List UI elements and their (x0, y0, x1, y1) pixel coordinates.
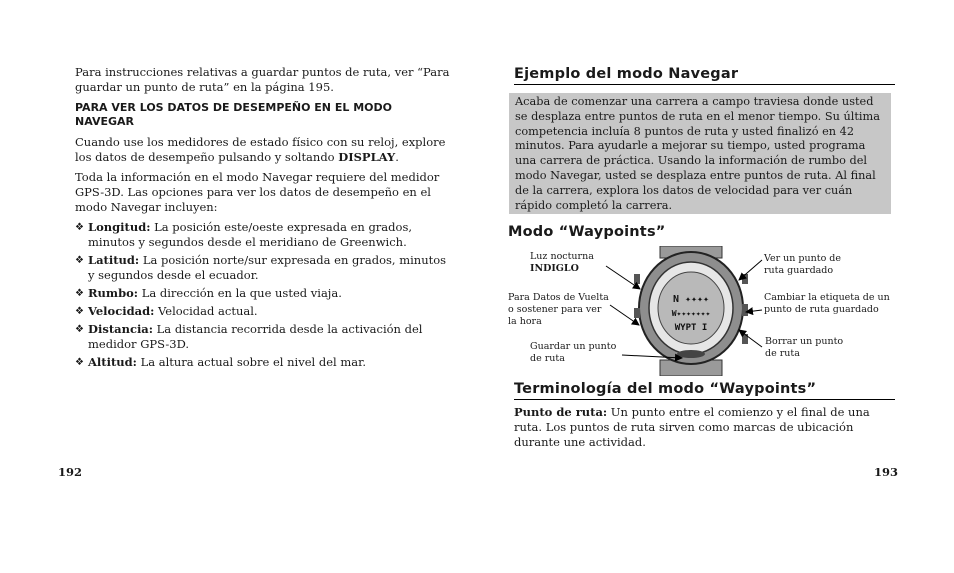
watch-face (658, 272, 724, 344)
list-item-term: Longitud: (88, 220, 151, 234)
list-item-term: Latitud: (88, 253, 140, 267)
definition-text: Un punto entre el comienzo y el final de una ruta. Los puntos de ruta sirven como marcas de ubicación durante une actividad. (514, 405, 870, 449)
callout-line: Borrar un punto (765, 336, 844, 347)
list-item-text: La dirección en la que usted viaja. (138, 286, 342, 300)
waypoints-mode-title: Modo “Waypoints” (508, 224, 666, 240)
save-callout (530, 341, 616, 365)
list-item-text: La posición este/oeste expresada en grados, minutos y segundos desde el meridiano de Greenwich. (88, 220, 413, 249)
bullet-icon: ❖ (75, 255, 84, 266)
change-arrow (746, 310, 762, 312)
callout-line: punto de ruta guardado (764, 304, 879, 315)
indiglo-callout (530, 251, 594, 275)
list-item-text: La posición norte/sur expresada en grados, minutos y segundos desde el ecuador. (88, 253, 447, 282)
display-paragraph-text: Cuando use los medidores de estado físico con su reloj, explore los datos de desempeño pulsando y soltando (75, 135, 446, 164)
list-item-text: La distancia recorrida desde la activación del medidor GPS-3D. (88, 322, 423, 351)
callout-line: o sostener para ver (508, 304, 602, 315)
change-button (742, 304, 748, 316)
list-item-term: Rumbo: (88, 286, 139, 300)
list-item (75, 304, 450, 319)
bullet-icon: ❖ (75, 324, 84, 335)
callout-line: de ruta (530, 353, 565, 364)
list-item-text: La altura actual sobre el nivel del mar. (136, 355, 366, 369)
list-item-text: Velocidad actual. (154, 304, 258, 318)
bullet-icon: ❖ (75, 288, 84, 299)
callout-line: Luz nocturna (530, 251, 594, 262)
change-callout (764, 292, 890, 316)
gps-paragraph: Toda la información en el modo Navegar requiere del medidor GPS-3D. Las opciones para ver los datos de desempeño en el modo Navegar incluyen: (75, 170, 440, 214)
callout-line: Cambiar la etiqueta de un (764, 292, 890, 303)
bullet-icon: ❖ (75, 222, 84, 233)
display-paragraph (75, 135, 450, 165)
navigate-example-title: Ejemplo del modo Navegar (514, 65, 895, 85)
options-list (75, 220, 450, 370)
lap-button (634, 308, 640, 318)
view-callout (764, 253, 841, 277)
list-item (75, 220, 450, 250)
waypoints-terminology-title: Terminología del modo “Waypoints” (514, 380, 895, 400)
display-button-name: DISPLAY (338, 150, 396, 164)
display-paragraph-end: . (395, 150, 399, 164)
lap-callout (508, 292, 609, 328)
definition-term: Punto de ruta: (514, 405, 608, 419)
list-item (75, 355, 450, 370)
view-button (742, 274, 748, 284)
right-page-number: 193 (874, 465, 899, 479)
list-item-term: Distancia: (88, 322, 154, 336)
left-page-body (75, 65, 450, 373)
indiglo-button (634, 274, 640, 284)
display-line-1: N ✦✦✦✦ (672, 294, 710, 305)
display-line-3: WYPT I (674, 323, 708, 333)
bullet-icon: ❖ (75, 357, 84, 368)
intro-paragraph: Para instrucciones relativas a guardar puntos de ruta, ver “Para guardar un punto de ruta” en la página 195. (75, 65, 450, 94)
example-text: Acaba de comenzar una carrera a campo traviesa donde usted se desplaza entre puntos de ruta en el menor tiempo. Su última competencia incluía 8 puntos de ruta y usted finalizó en 42 minutos. Para ayudarle a mejorar su tiempo, usted programa una carrera de práctica. Usando la información de rumbo del modo Navegar, usted se desplaza entre puntos de ruta. Al final de la carrera, explora los datos de velocidad para ver cuán rápido completó la carrera. (515, 95, 880, 212)
callout-line: ruta guardado (764, 265, 834, 276)
callout-line: la hora (508, 316, 542, 327)
callout-line: Para Datos de Vuelta (508, 292, 609, 303)
list-item (75, 253, 450, 283)
callout-line: de ruta (765, 348, 800, 359)
list-item (75, 286, 450, 301)
list-item-term: Velocidad: (88, 304, 155, 318)
performance-subheading: PARA VER LOS DATOS DE DESEMPEÑO EN EL MODO NAVEGAR (75, 101, 392, 128)
delete-callout (765, 336, 843, 360)
list-item (75, 322, 450, 352)
save-button (677, 350, 705, 358)
callout-line: Ver un punto de (764, 253, 842, 264)
waypoint-definition (514, 405, 898, 450)
display-line-2: W✦✦✦✦✦✦✦ (671, 309, 711, 318)
left-page-number: 192 (58, 465, 83, 479)
callout-line: INDIGLO (530, 263, 579, 274)
view-arrow (739, 260, 762, 280)
bullet-icon: ❖ (75, 306, 84, 317)
callout-line: Guardar un punto (530, 341, 617, 352)
list-item-term: Altitud: (88, 355, 137, 369)
example-box (509, 93, 891, 214)
